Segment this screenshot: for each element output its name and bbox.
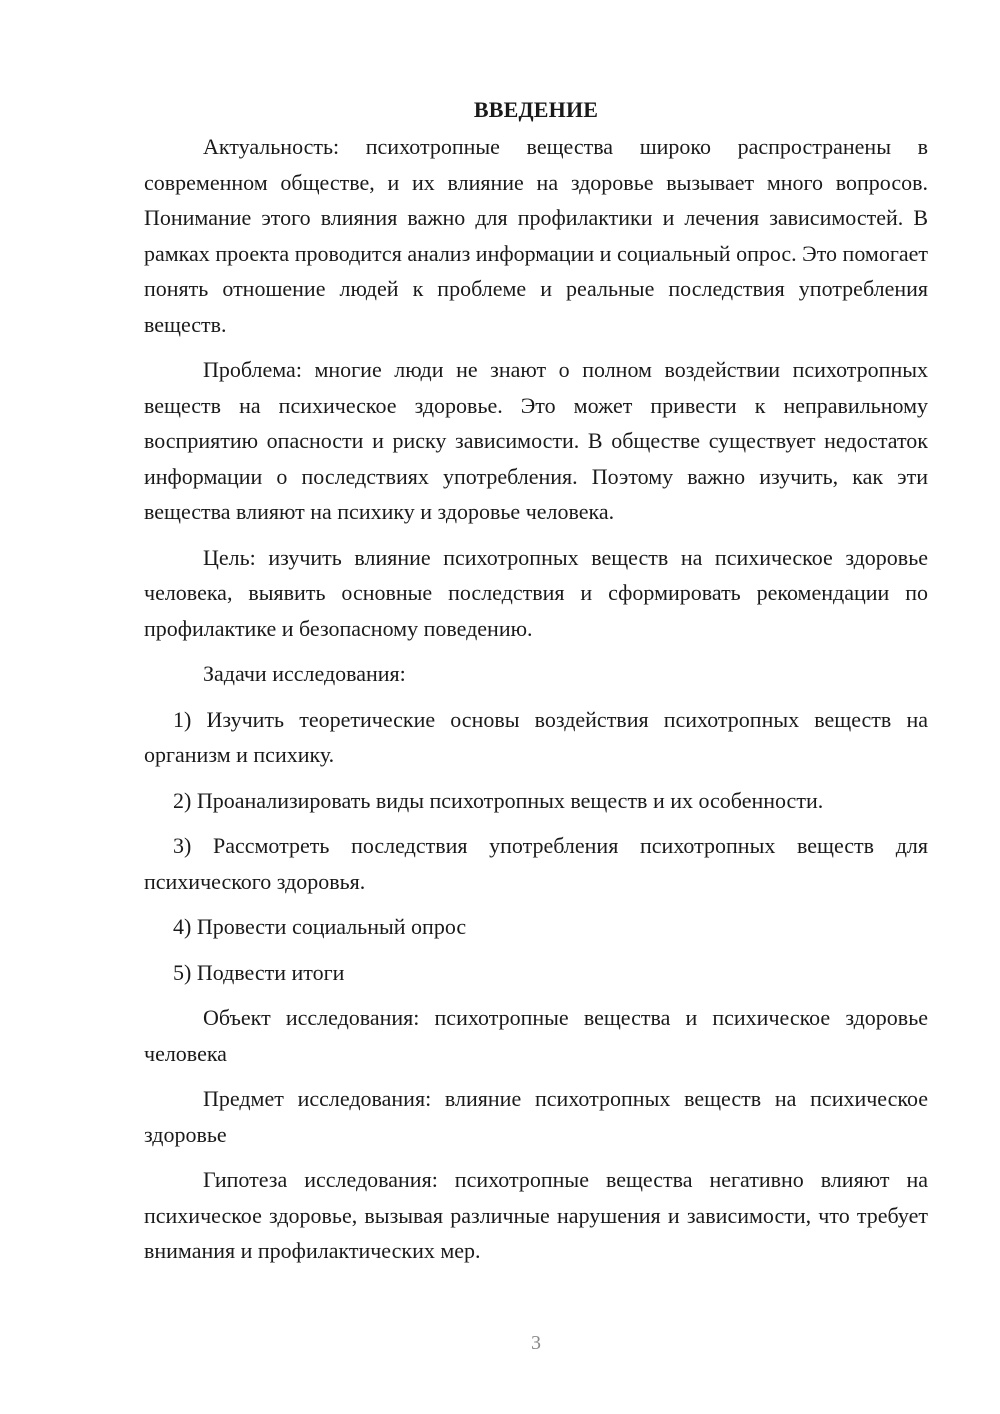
page-content	[144, 92, 928, 1279]
task-item-5: 5) Подвести итоги	[173, 959, 345, 985]
tasks-heading: Задачи исследования:	[203, 661, 406, 686]
task-item-1: 1) Изучить теоретические основы воздействия психотропных веществ на организм и психику.	[144, 706, 928, 767]
page-number: 3	[531, 1332, 541, 1354]
paragraph-relevance: Актуальность: психотропные вещества широко распространены в современном обществе, и их влияние на здоровье вызывает много вопросов. Понимание этого влияния важно для профилактики и лечения зависимостей. В рамках проекта проводится анализ информации и социальный опрос. Это помогает понять отношение людей к проблеме и реальные последствия употребления веществ.	[144, 134, 928, 337]
task-item-4: 4) Провести социальный опрос	[173, 914, 467, 939]
paragraph-object: Объект исследования: психотропные вещества и психическое здоровье человека	[144, 1005, 928, 1066]
paragraph-goal: Цель: изучить влияние психотропных веществ на психическое здоровье человека, выявить основные последствия и сформировать рекомендации по профилактике и безопасному поведению.	[144, 544, 928, 641]
paragraph-problem: Проблема: многие люди не знают о полном воздействии психотропных веществ на психическое здоровье. Это может привести к неправильному восприятию опасности и риску зависимости. В обществе существует недостаток информации о последствиях употребления. Поэтому важно изучить, как эти вещества влияют на психику и здоровье человека.	[144, 357, 928, 524]
paragraph-hypothesis: Гипотеза исследования: психотропные вещества негативно влияют на психическое здоровье, вызывая различные нарушения и зависимости, что требует внимания и профилактических мер.	[144, 1167, 928, 1263]
paragraph-subject: Предмет исследования: влияние психотропных веществ на психическое здоровье	[144, 1086, 928, 1147]
page-title: ВВЕДЕНИЕ	[473, 97, 599, 122]
task-item-2: 2) Проанализировать виды психотропных веществ и их особенности.	[173, 787, 824, 813]
task-item-3: 3) Рассмотреть последствия употребления психотропных веществ для психического здоровья.	[144, 833, 928, 894]
